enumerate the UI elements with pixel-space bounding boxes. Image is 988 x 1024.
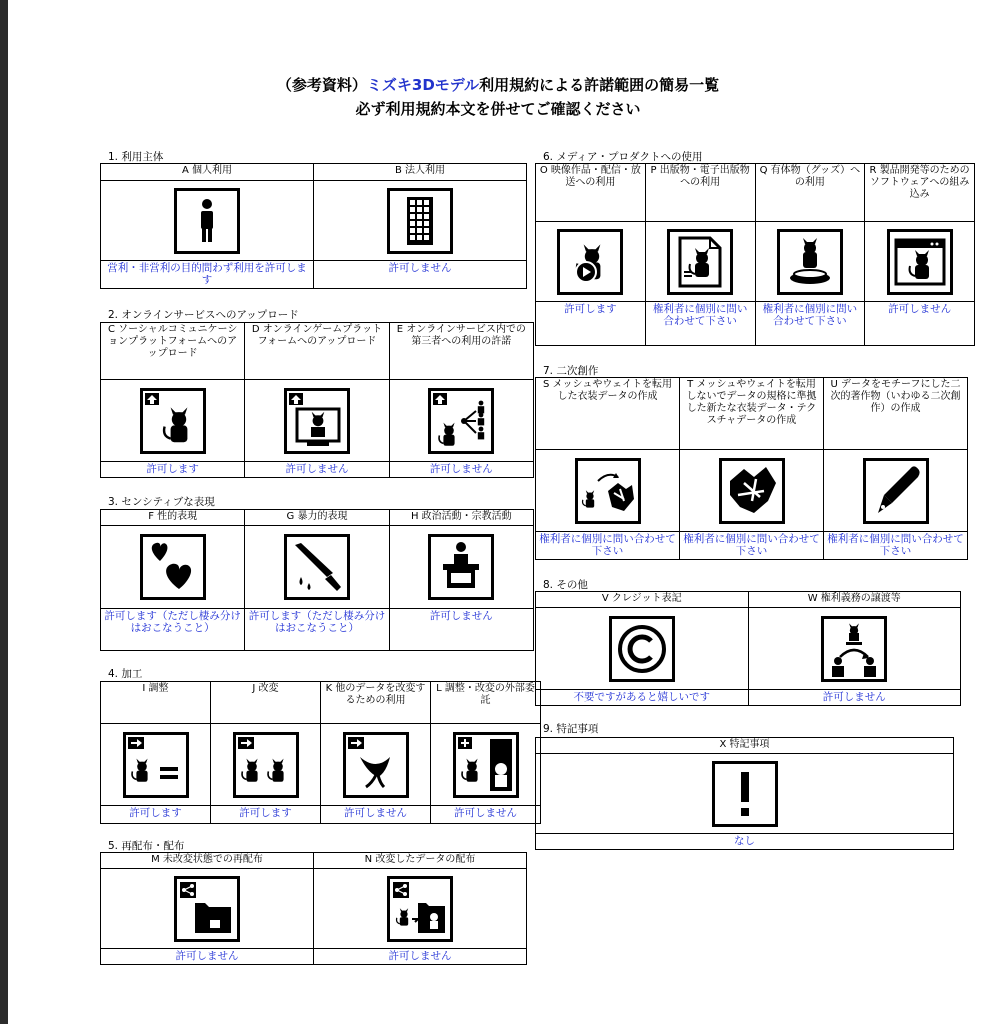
item-icon-cell [245, 380, 389, 462]
item-icon-cell [865, 222, 975, 302]
item-header: D オンラインゲームプラットフォームへのアップロード [245, 323, 389, 380]
item-header: U データをモチーフにした二次的著作物（いわゆる二次創作）の作成 [824, 378, 968, 450]
transfer-icon [821, 616, 887, 682]
item-header: I 調整 [101, 682, 211, 724]
item-icon-cell [101, 526, 245, 609]
section-label: 8. その他 [543, 579, 588, 591]
item-icon-cell [314, 181, 527, 261]
exclamation-icon [712, 761, 778, 827]
item-header: V クレジット表記 [536, 592, 749, 608]
item-icon-cell [645, 222, 755, 302]
model-name: ミズキ3Dモデル [366, 76, 480, 94]
figure-icon [777, 229, 843, 295]
upload-cat-icon [140, 388, 206, 454]
item-result: 許可します [536, 302, 646, 346]
item-icon-cell [314, 869, 527, 949]
outsource-icon [453, 732, 519, 798]
item-result: 権利者に個別に問い合わせて下さい [645, 302, 755, 346]
document-page [8, 0, 988, 1024]
video-icon [557, 229, 623, 295]
item-header: A 個人利用 [101, 164, 314, 181]
section-label: 5. 再配布・配布 [108, 840, 185, 852]
item-result: 許可します [211, 806, 321, 824]
item-icon-cell [211, 724, 321, 806]
item-header: T メッシュやウェイトを転用しないでデータの規格に準拠した新たな衣装データ・テクスチャデータの作成 [680, 378, 824, 450]
item-result: 許可しません [389, 462, 533, 478]
item-result: 権利者に個別に問い合わせて下さい [536, 532, 680, 560]
section-label: 6. メディア・プロダクトへの使用 [543, 151, 703, 163]
document-icon [667, 229, 733, 295]
podium-icon [428, 534, 494, 600]
costume-transfer-icon [575, 458, 641, 524]
share-folder-modified-icon [387, 876, 453, 942]
hearts-icon [140, 534, 206, 600]
item-icon-cell [824, 450, 968, 532]
permission-table [100, 681, 541, 824]
person-icon [174, 188, 240, 254]
pen-nib-icon [863, 458, 929, 524]
ribbon-icon [343, 732, 409, 798]
item-icon-cell [101, 380, 245, 462]
permission-table [100, 322, 534, 478]
item-result: 権利者に個別に問い合わせて下さい [680, 532, 824, 560]
item-icon-cell [389, 380, 533, 462]
item-result: 許可しません [314, 949, 527, 965]
item-icon-cell [321, 724, 431, 806]
knife-icon [284, 534, 350, 600]
item-header: O 映像作品・配信・放送への利用 [536, 164, 646, 222]
item-header: M 未改変状態での再配布 [101, 853, 314, 869]
permission-table [535, 737, 954, 850]
adjust-icon [123, 732, 189, 798]
item-result: 権利者に個別に問い合わせて下さい [755, 302, 865, 346]
item-icon-cell [389, 526, 533, 609]
item-header: W 権利義務の譲渡等 [748, 592, 961, 608]
item-result: 許可しません [389, 609, 533, 651]
item-header: E オンラインサービス内での第三者への利用の許諾 [389, 323, 533, 380]
item-icon-cell [536, 450, 680, 532]
item-result: 許可しません [431, 806, 541, 824]
item-header: C ソーシャルコミュニケーションプラットフォームへのアップロード [101, 323, 245, 380]
item-result: 権利者に個別に問い合わせて下さい [824, 532, 968, 560]
page-subtitle: 必ず利用規約本文を併せてご確認ください [355, 100, 641, 118]
item-header: H 政治活動・宗教活動 [389, 510, 533, 526]
item-header: N 改変したデータの配布 [314, 853, 527, 869]
item-header: J 改変 [211, 682, 321, 724]
item-header: G 暴力的表現 [245, 510, 389, 526]
permission-table [100, 163, 527, 289]
item-header: P 出版物・電子出版物への利用 [645, 164, 755, 222]
building-icon [387, 188, 453, 254]
item-header: F 性的表現 [101, 510, 245, 526]
item-result: 営利・非営利の目的問わず利用を許可します [101, 261, 314, 289]
copyright-icon [609, 616, 675, 682]
item-result: 許可しません [865, 302, 975, 346]
section-label: 3. センシティブな表現 [108, 496, 215, 508]
item-header: K 他のデータを改変するための利用 [321, 682, 431, 724]
item-icon-cell [101, 869, 314, 949]
item-result: 許可しません [101, 949, 314, 965]
item-icon-cell [101, 181, 314, 261]
item-result: 許可しません [748, 690, 961, 706]
item-icon-cell [755, 222, 865, 302]
section-label: 7. 二次創作 [543, 365, 599, 377]
permission-table [535, 377, 968, 560]
share-folder-icon [174, 876, 240, 942]
item-icon-cell [431, 724, 541, 806]
item-result: 許可しません [314, 261, 527, 289]
permission-table [535, 591, 961, 706]
item-result: 許可します [101, 462, 245, 478]
section-label: 4. 加工 [108, 668, 143, 680]
permission-table [100, 852, 527, 965]
upload-share-icon [428, 388, 494, 454]
permission-table [535, 163, 975, 346]
item-icon-cell [101, 724, 211, 806]
modify-icon [233, 732, 299, 798]
item-icon-cell [245, 526, 389, 609]
page-title: （参考資料）ミズキ3Dモデル利用規約による許諾範囲の簡易一覧 [276, 76, 720, 94]
item-icon-cell [536, 222, 646, 302]
item-header: B 法人利用 [314, 164, 527, 181]
section-label: 9. 特記事項 [543, 723, 599, 735]
section-label: 2. オンラインサービスへのアップロード [108, 309, 299, 321]
item-result: なし [536, 834, 954, 850]
item-result: 許可します [101, 806, 211, 824]
item-header: X 特記事項 [536, 738, 954, 754]
item-header: L 調整・改変の外部委託 [431, 682, 541, 724]
item-header: S メッシュやウェイトを転用した衣装データの作成 [536, 378, 680, 450]
item-result: 許可します（ただし棲み分けはおこなうこと） [245, 609, 389, 651]
item-header: Q 有体物（グッズ）への利用 [755, 164, 865, 222]
item-result: 許可しません [321, 806, 431, 824]
section-label: 1. 利用主体 [108, 151, 164, 163]
item-icon-cell [536, 754, 954, 834]
item-icon-cell [748, 608, 961, 690]
item-result: 許可します（ただし棲み分けはおこなうこと） [101, 609, 245, 651]
costume-icon [719, 458, 785, 524]
item-result: 不要ですがあると嬉しいです [536, 690, 749, 706]
item-icon-cell [680, 450, 824, 532]
permission-table [100, 509, 534, 651]
item-icon-cell [536, 608, 749, 690]
item-header: R 製品開発等のためのソフトウェアへの組み込み [865, 164, 975, 222]
software-window-icon [887, 229, 953, 295]
item-result: 許可しません [245, 462, 389, 478]
upload-monitor-icon [284, 388, 350, 454]
